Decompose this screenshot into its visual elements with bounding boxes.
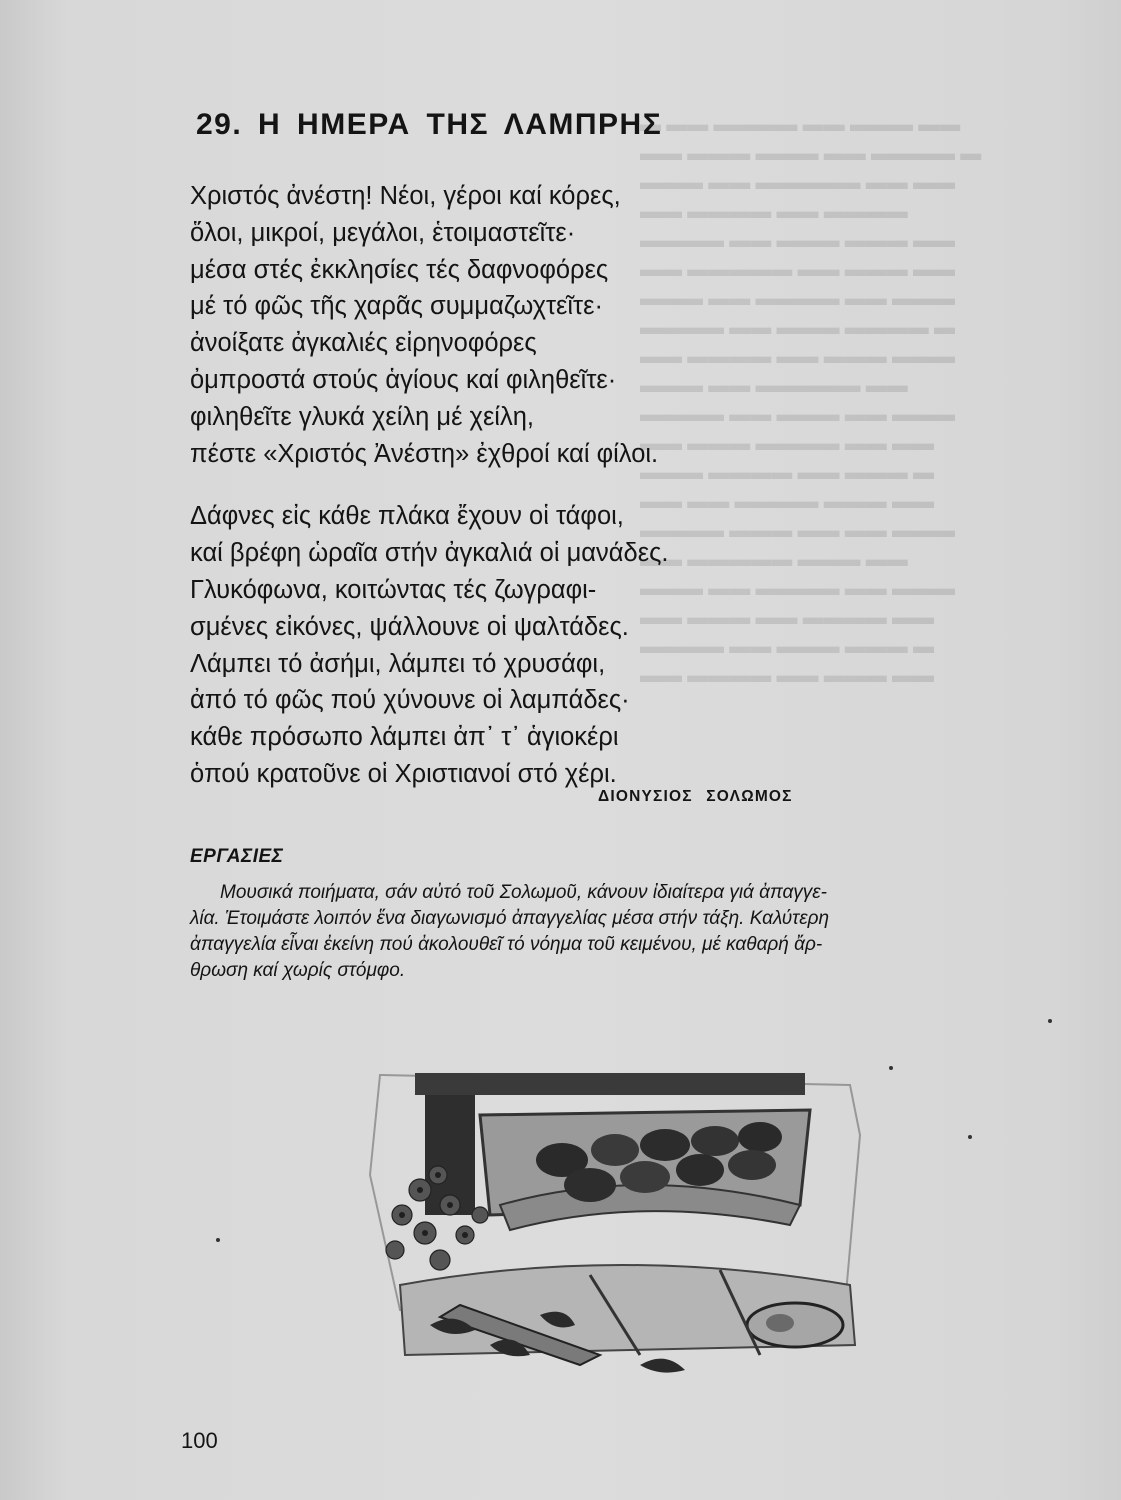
ink-speck: [968, 1135, 972, 1139]
chapter-title: 29. Η ΗΜΕΡΑ ΤΗΣ ΛΑΜΠΡΗΣ: [196, 108, 663, 141]
poem-line: σμένες εἰκόνες, ψάλλουνε οἱ ψαλτάδες.: [190, 612, 629, 641]
easter-illustration: [340, 1055, 900, 1385]
poem-line: πέστε «Χριστός Ἀνέστη» ἐχθροί καί φίλοι.: [190, 439, 659, 468]
poem-line: Γλυκόφωνα, κοιτώντας τές ζωγραφι-: [190, 575, 597, 604]
poem-line: Χριστός ἀνέστη! Νέοι, γέροι καί κόρες,: [190, 182, 621, 210]
exercises-text: [190, 880, 829, 984]
poem-line: ὀμπροστά στούς ἁγίους καί φιληθεῖτε·: [190, 365, 617, 394]
poem-line: Λάμπει τό ἀσήμι, λάμπει τό χρυσάφι,: [190, 649, 606, 678]
poem-line: μέ τό φῶς τῆς χαρᾶς συμμαζωχτεῖτε·: [190, 292, 603, 321]
bleed-through-texture: ▬ ▬▬ ▬▬▬▬ ▬▬ ▬▬▬ ▬▬ ▬▬ ▬▬▬ ▬▬▬ ▬▬ ▬▬▬▬ ▬ ▬▬▬ ▬▬ ▬▬▬▬▬ ▬▬ ▬▬ ▬▬ ▬▬▬▬ ▬▬ ▬▬▬▬ ▬▬▬▬ ▬▬ ▬▬▬ ▬▬▬ ▬▬ ▬▬ ▬▬▬▬▬ ▬▬ ▬▬▬ ▬▬ ▬▬▬ ▬▬ ▬▬▬▬ ▬▬ ▬▬▬ ▬▬▬▬ ▬▬ ▬▬▬ ▬▬▬▬ ▬ ▬▬ ▬▬▬▬ ▬▬ ▬▬▬ ▬▬▬ ▬▬▬ ▬▬ ▬▬▬▬▬ ▬▬ ▬▬▬▬ ▬▬ ▬▬▬ ▬▬ ▬▬▬ ▬▬ ▬▬▬ ▬▬▬▬ ▬▬ ▬▬ ▬▬▬ ▬▬▬▬ ▬▬ ▬▬▬ ▬ ▬▬ ▬▬ ▬▬▬▬ ▬▬▬ ▬▬ ▬▬▬▬ ▬▬▬ ▬▬ ▬▬ ▬▬▬ ▬▬ ▬▬▬▬▬ ▬▬▬ ▬▬ ▬▬▬ ▬▬ ▬▬▬▬ ▬▬ ▬▬▬ ▬▬ ▬▬▬ ▬▬ ▬▬▬▬ ▬▬ ▬▬▬▬ ▬▬ ▬▬▬ ▬▬▬ ▬ ▬▬ ▬▬▬▬ ▬▬ ▬▬▬ ▬▬: [640, 112, 982, 687]
ink-speck: [1048, 1019, 1052, 1023]
poem-line: κάθε πρόσωπο λάμπει ἀπ᾿ τ᾿ ἁγιοκέρι: [190, 723, 619, 752]
stanza-gap: [190, 472, 668, 498]
poem-stanza-2: [190, 498, 668, 792]
ink-speck: [216, 1238, 220, 1242]
poem-line: ὁπού κρατοῦνε οἱ Χριστιανοί στό χέρι.: [190, 759, 617, 788]
poem-line: ἀπό τό φῶς πού χύνουνε οἱ λαμπάδες·: [190, 686, 630, 715]
exercise-line: Μουσικά ποιήματα, σάν αὐτό τοῦ Σολωμοῦ, κάνουν ἰδιαίτερα γιά ἀπαγγε-: [220, 882, 827, 903]
exercise-line: ἀπαγγελία εἶναι ἐκείνη πού ἀκολουθεῖ τό νόημα τοῦ κειμένου, μέ καθαρή ἄρ-: [190, 934, 823, 955]
poem-stanza-1: [190, 178, 668, 472]
poem-line: ἀνοίξατε ἀγκαλιές εἰρηνοφόρες: [190, 329, 537, 358]
poem-line: φιληθεῖτε γλυκά χείλη μέ χείλη,: [190, 402, 534, 431]
poem-line: Δάφνες εἰς κάθε πλάκα ἔχουν οἱ τάφοι,: [190, 502, 624, 531]
ink-speck: [889, 1066, 893, 1070]
poem-line: καί βρέφη ὡραῖα στήν ἀγκαλιά οἱ μανάδες.: [190, 539, 669, 568]
exercises-heading: ΕΡΓΑΣΙΕΣ: [190, 846, 284, 867]
poem: [190, 178, 668, 793]
poem-line: ὅλοι, μικροί, μεγάλοι, ἑτοιμαστεῖτε·: [190, 218, 576, 247]
poem-author: ΔΙΟΝΥΣΙΟΣ ΣΟΛΩΜΟΣ: [598, 788, 793, 805]
page-number: 100: [181, 1428, 218, 1453]
exercise-line: λία. Ἑτοιμάστε λοιπόν ἕνα διαγωνισμό ἀπαγγελίας μέσα στήν τάξη. Καλύτερη: [190, 908, 830, 929]
exercise-line: θρωση καί χωρίς στόμφο.: [190, 960, 406, 981]
poem-line: μέσα στές ἐκκλησίες τές δαφνοφόρες: [190, 255, 609, 284]
